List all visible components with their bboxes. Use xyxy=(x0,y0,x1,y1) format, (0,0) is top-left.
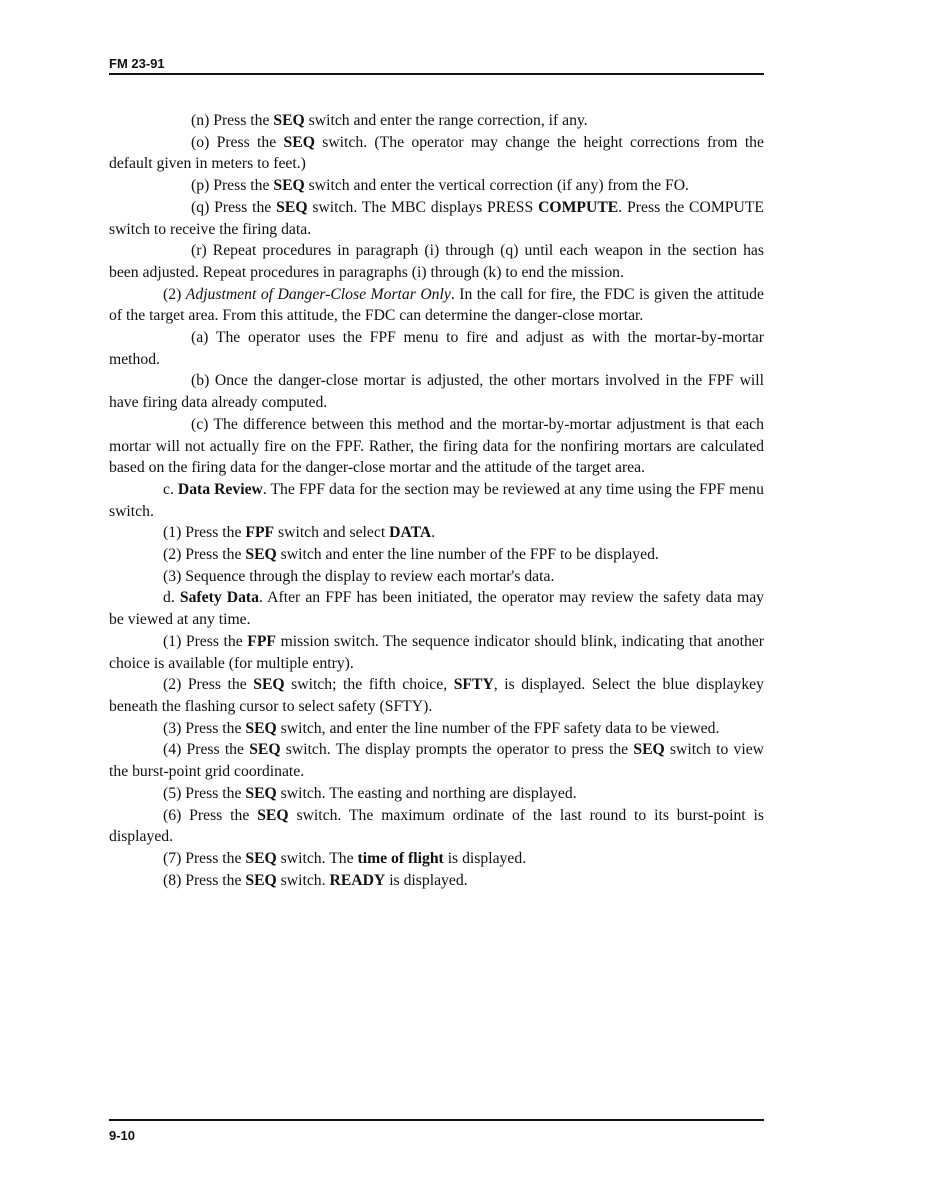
footer-rule xyxy=(109,1119,764,1121)
step-q: (q) Press the SEQ switch. The MBC displays PRESS COMPUTE. Press the COMPUTE switch to receive the firing data. xyxy=(109,198,764,238)
step-p: (p) Press the SEQ switch and enter the vertical correction (if any) from the FO. xyxy=(191,177,689,195)
step-b: (b) Once the danger-close mortar is adjusted, the other mortars involved in the FPF will have firing data already computed. xyxy=(109,372,764,412)
section-d-safety-data: d. Safety Data. After an FPF has been initiated, the operator may review the safety data may be viewed at any time. xyxy=(109,589,765,629)
safety-step-1: (1) Press the FPF mission switch. The sequence indicator should blink, indicating that another choice is available (for multiple entry). xyxy=(109,632,764,672)
step-c: (c) The difference between this method and the mortar-by-mortar adjustment is that each mortar will not actually fire on the FPF. Rather, the firing data for the nonfiring mortars are calculated based on the firing data for the danger-close mortar and the attitude of the target area. xyxy=(109,415,764,477)
header-rule xyxy=(109,73,764,75)
page-number: 9-10 xyxy=(109,1128,136,1143)
running-header: FM 23-91 xyxy=(109,56,165,71)
safety-step-2: (2) Press the SEQ switch; the fifth choice, SFTY, is displayed. Select the blue displaykey beneath the flashing cursor to select safety (SFTY). xyxy=(109,676,764,715)
safety-step-7: (7) Press the SEQ switch. The time of flight is displayed. xyxy=(163,849,527,867)
safety-step-4: (4) Press the SEQ switch. The display prompts the operator to press the SEQ switch to view the burst-point grid coordinate. xyxy=(109,741,764,781)
page-body xyxy=(109,110,764,891)
step-o: (o) Press the SEQ switch. (The operator may change the height corrections from the default given in meters to feet.) xyxy=(109,133,764,173)
section-2-danger-close: (2) Adjustment of Danger-Close Mortar Only. In the call for fire, the FDC is given the attitude of the target area. From this attitude, the FDC can determine the danger-close mortar. xyxy=(109,285,764,325)
safety-step-5: (5) Press the SEQ switch. The easting and northing are displayed. xyxy=(163,784,577,802)
step-n: (n) Press the SEQ switch and enter the range correction, if any. xyxy=(191,112,588,129)
step-r: (r) Repeat procedures in paragraph (i) through (q) until each weapon in the section has been adjusted. Repeat procedures in paragraphs (i) through (k) to end the mission. xyxy=(109,242,764,281)
review-step-2: (2) Press the SEQ switch and enter the line number of the FPF to be displayed. xyxy=(163,546,659,564)
step-a: (a) The operator uses the FPF menu to fire and adjust as with the mortar-by-mortar method. xyxy=(109,329,764,368)
review-step-1: (1) Press the FPF switch and select DATA. xyxy=(163,524,436,542)
safety-step-3: (3) Press the SEQ switch, and enter the line number of the FPF safety data to be viewed. xyxy=(163,719,720,737)
safety-step-6: (6) Press the SEQ switch. The maximum ordinate of the last round to its burst-point is displayed. xyxy=(109,806,764,846)
review-step-3: (3) Sequence through the display to review each mortar's data. xyxy=(163,567,555,585)
safety-step-8: (8) Press the SEQ switch. READY is displayed. xyxy=(163,871,468,889)
section-c-data-review: c. Data Review. The FPF data for the section may be reviewed at any time using the FPF menu switch. xyxy=(109,480,764,520)
